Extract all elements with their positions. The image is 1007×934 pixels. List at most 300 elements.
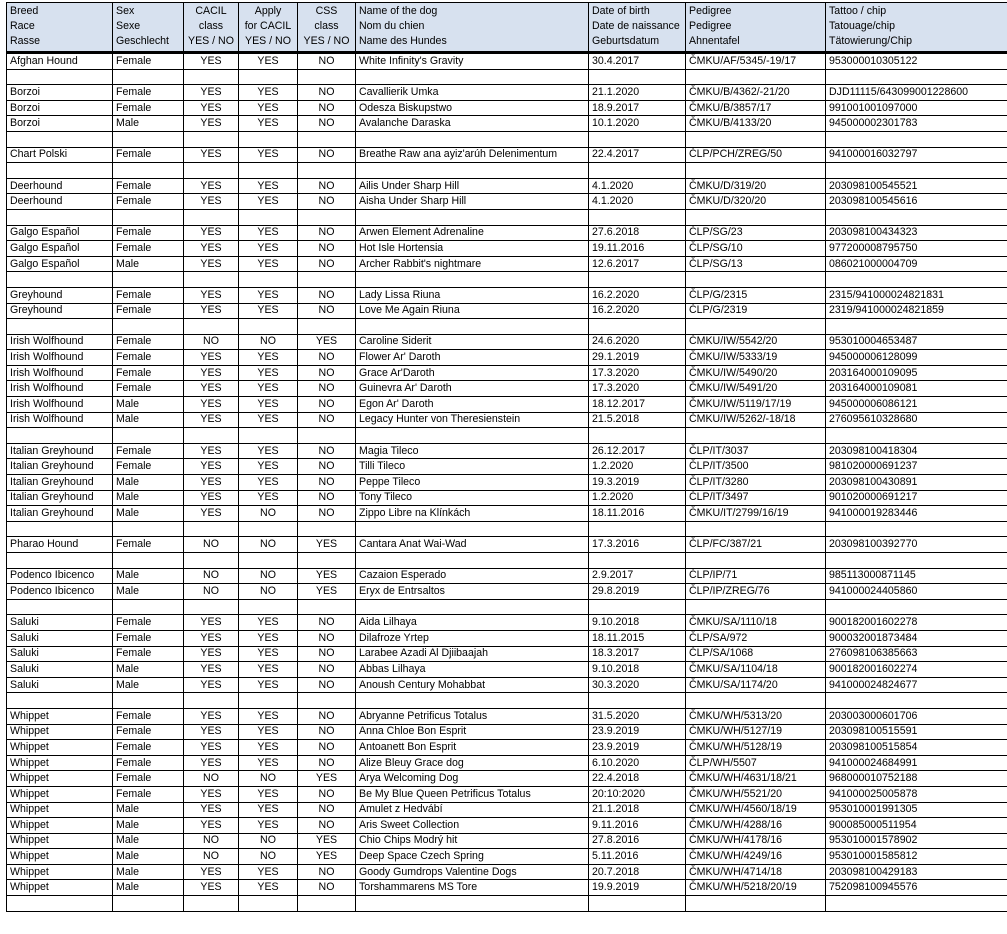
- cacil-class-cell: YES: [184, 147, 239, 163]
- table-row: [7, 53, 1007, 70]
- css-class-cell: NO: [298, 880, 356, 896]
- apply-cacil-cell: YES: [239, 724, 298, 740]
- tattoo-chip-cell: 953010001585812: [826, 849, 1007, 865]
- apply-cacil-cell: [239, 521, 298, 537]
- pedigree-cell: ČMKU/D/319/20: [686, 178, 826, 194]
- date-of-birth-cell: 10.1.2020: [589, 116, 686, 132]
- dog-name-cell: Cantara Anat Wai-Wad: [356, 537, 589, 553]
- pedigree-cell: [686, 599, 826, 615]
- apply-cacil-cell: YES: [239, 350, 298, 366]
- table-row: [7, 490, 1007, 506]
- pedigree-cell: [686, 163, 826, 179]
- header-line: Nom du chien: [359, 19, 585, 34]
- dog-name-cell: Eryx de Entrsaltos: [356, 584, 589, 600]
- pedigree-cell: ČMKU/SA/1174/20: [686, 677, 826, 693]
- apply-cacil-cell: YES: [239, 864, 298, 880]
- table-row: [7, 100, 1007, 116]
- cacil-class-cell: YES: [184, 241, 239, 257]
- css-class-cell: YES: [298, 771, 356, 787]
- spacer-row: [7, 553, 1007, 569]
- sex-cell: [113, 599, 184, 615]
- breed-cell: Italian Greyhound: [7, 475, 113, 491]
- table-row: [7, 194, 1007, 210]
- cacil-class-cell: YES: [184, 818, 239, 834]
- dog-name-cell: Ailis Under Sharp Hill: [356, 178, 589, 194]
- pedigree-cell: ČMKU/IW/5333/19: [686, 350, 826, 366]
- sex-cell: Female: [113, 365, 184, 381]
- tattoo-chip-cell: [826, 693, 1007, 709]
- apply-cacil-cell: YES: [239, 490, 298, 506]
- apply-cacil-cell: YES: [239, 615, 298, 631]
- tattoo-chip-cell: 2315/941000024821831: [826, 287, 1007, 303]
- cacil-class-cell: NO: [184, 584, 239, 600]
- tattoo-chip-cell: 991001001097000: [826, 100, 1007, 116]
- tattoo-chip-cell: 203164000109095: [826, 365, 1007, 381]
- dog-name-cell: Cazaion Esperado: [356, 568, 589, 584]
- apply-cacil-cell: NO: [239, 568, 298, 584]
- cacil-class-cell: YES: [184, 802, 239, 818]
- cacil-class-cell: YES: [184, 459, 239, 475]
- date-of-birth-cell: 24.6.2020: [589, 334, 686, 350]
- cacil-class-cell: YES: [184, 755, 239, 771]
- sex-cell: Male: [113, 412, 184, 428]
- pedigree-cell: ČMKU/WH/5128/19: [686, 740, 826, 756]
- tattoo-chip-cell: 203003000601706: [826, 708, 1007, 724]
- dog-name-cell: [356, 69, 589, 85]
- breed-cell: Borzoi: [7, 116, 113, 132]
- dog-name-cell: Abbas Lilhaya: [356, 662, 589, 678]
- table-row: [7, 677, 1007, 693]
- sex-cell: Male: [113, 490, 184, 506]
- spacer-row: [7, 319, 1007, 335]
- spacer-row: [7, 272, 1007, 288]
- table-row: [7, 802, 1007, 818]
- apply-cacil-cell: NO: [239, 334, 298, 350]
- table-row: [7, 506, 1007, 522]
- sex-cell: Female: [113, 334, 184, 350]
- dog-name-cell: Love Me Again Riuna: [356, 303, 589, 319]
- breed-cell: Whippet: [7, 833, 113, 849]
- apply-cacil-cell: YES: [239, 85, 298, 101]
- sex-cell: Male: [113, 833, 184, 849]
- pedigree-cell: ČMKU/IW/5490/20: [686, 365, 826, 381]
- tattoo-chip-cell: [826, 272, 1007, 288]
- pedigree-cell: ČLP/IT/3037: [686, 443, 826, 459]
- apply-cacil-cell: [239, 163, 298, 179]
- breed-cell: Whippet: [7, 849, 113, 865]
- cacil-class-cell: YES: [184, 708, 239, 724]
- breed-cell: [7, 69, 113, 85]
- css-class-cell: YES: [298, 334, 356, 350]
- tattoo-chip-cell: [826, 69, 1007, 85]
- dog-name-cell: [356, 521, 589, 537]
- sex-cell: [113, 553, 184, 569]
- cacil-class-cell: YES: [184, 475, 239, 491]
- apply-cacil-cell: YES: [239, 708, 298, 724]
- date-of-birth-cell: [589, 209, 686, 225]
- breed-cell: Saluki: [7, 615, 113, 631]
- header-line: Sex: [116, 4, 180, 19]
- date-of-birth-cell: 22.4.2018: [589, 771, 686, 787]
- css-class-cell: NO: [298, 256, 356, 272]
- date-of-birth-cell: 17.3.2016: [589, 537, 686, 553]
- breed-cell: Irish Wolfhound: [7, 334, 113, 350]
- tattoo-chip-cell: 941000016032797: [826, 147, 1007, 163]
- pedigree-cell: ČLP/IP/71: [686, 568, 826, 584]
- pedigree-cell: [686, 209, 826, 225]
- cacil-class-cell: YES: [184, 287, 239, 303]
- apply-cacil-cell: YES: [239, 880, 298, 896]
- dog-name-cell: Chio Chips Modrý hit: [356, 833, 589, 849]
- sex-cell: Male: [113, 256, 184, 272]
- apply-cacil-cell: YES: [239, 802, 298, 818]
- apply-cacil-cell: YES: [239, 459, 298, 475]
- tattoo-chip-cell: 953010001578902: [826, 833, 1007, 849]
- tattoo-chip-cell: 900182001602278: [826, 615, 1007, 631]
- table-row: [7, 225, 1007, 241]
- apply-cacil-cell: YES: [239, 443, 298, 459]
- breed-cell: [7, 599, 113, 615]
- header-line: Geburtsdatum: [592, 34, 682, 49]
- sex-cell: Male: [113, 506, 184, 522]
- header-line: Tatouage/chip: [829, 19, 1005, 34]
- pedigree-cell: ČLP/G/2315: [686, 287, 826, 303]
- css-class-cell: NO: [298, 381, 356, 397]
- apply-cacil-cell: [239, 428, 298, 444]
- tattoo-chip-cell: 203098100515854: [826, 740, 1007, 756]
- tattoo-chip-cell: [826, 163, 1007, 179]
- breed-cell: Whippet: [7, 864, 113, 880]
- table-row: [7, 397, 1007, 413]
- breed-cell: [7, 163, 113, 179]
- dog-name-cell: [356, 209, 589, 225]
- css-class-cell: NO: [298, 459, 356, 475]
- tattoo-chip-cell: 953000010305122: [826, 53, 1007, 70]
- date-of-birth-cell: 18.12.2017: [589, 397, 686, 413]
- pedigree-cell: ČLP/SA/1068: [686, 646, 826, 662]
- dog-name-cell: Archer Rabbit's nightmare: [356, 256, 589, 272]
- date-of-birth-cell: 9.10.2018: [589, 615, 686, 631]
- cacil-class-cell: YES: [184, 194, 239, 210]
- date-of-birth-cell: 9.10.2018: [589, 662, 686, 678]
- date-of-birth-cell: [589, 69, 686, 85]
- spacer-row: [7, 163, 1007, 179]
- pedigree-cell: ČMKU/IW/5542/20: [686, 334, 826, 350]
- date-of-birth-cell: [589, 319, 686, 335]
- table-row: [7, 568, 1007, 584]
- date-of-birth-cell: 21.1.2020: [589, 85, 686, 101]
- date-of-birth-cell: 5.11.2016: [589, 849, 686, 865]
- spacer-row: [7, 896, 1007, 912]
- css-class-cell: YES: [298, 537, 356, 553]
- table-row: [7, 287, 1007, 303]
- pedigree-cell: ČLP/SG/23: [686, 225, 826, 241]
- cacil-class-cell: [184, 209, 239, 225]
- breed-cell: Whippet: [7, 880, 113, 896]
- sex-cell: Female: [113, 459, 184, 475]
- dog-name-cell: Cavallierik Umka: [356, 85, 589, 101]
- breed-cell: Borzoi: [7, 100, 113, 116]
- dog-name-cell: [356, 693, 589, 709]
- css-class-cell: NO: [298, 708, 356, 724]
- cacil-class-cell: NO: [184, 334, 239, 350]
- date-of-birth-cell: 18.3.2017: [589, 646, 686, 662]
- tattoo-chip-cell: 985113000871145: [826, 568, 1007, 584]
- cacil-class-cell: YES: [184, 864, 239, 880]
- tattoo-chip-cell: 941000024824677: [826, 677, 1007, 693]
- pedigree-cell: [686, 693, 826, 709]
- date-of-birth-cell: 20:10:2020: [589, 786, 686, 802]
- dog-name-cell: Dilafroze Yrtep: [356, 630, 589, 646]
- breed-cell: Whippet: [7, 724, 113, 740]
- cacil-class-cell: [184, 693, 239, 709]
- css-class-cell: NO: [298, 646, 356, 662]
- date-of-birth-cell: [589, 163, 686, 179]
- breed-cell: Greyhound: [7, 287, 113, 303]
- dog-name-cell: Anna Chloe Bon Esprit: [356, 724, 589, 740]
- date-of-birth-cell: 22.4.2017: [589, 147, 686, 163]
- sex-cell: [113, 319, 184, 335]
- header-line: Date of birth: [592, 4, 682, 19]
- date-of-birth-cell: 20.7.2018: [589, 864, 686, 880]
- css-class-cell: NO: [298, 864, 356, 880]
- dog-name-cell: Hot Isle Hortensia: [356, 241, 589, 257]
- table-row: [7, 381, 1007, 397]
- date-of-birth-cell: [589, 599, 686, 615]
- apply-cacil-cell: NO: [239, 584, 298, 600]
- table-row: [7, 178, 1007, 194]
- date-of-birth-cell: 30.3.2020: [589, 677, 686, 693]
- pedigree-cell: [686, 69, 826, 85]
- apply-cacil-cell: YES: [239, 287, 298, 303]
- css-class-cell: [298, 319, 356, 335]
- pedigree-cell: ČMKU/IW/5491/20: [686, 381, 826, 397]
- date-of-birth-cell: 27.8.2016: [589, 833, 686, 849]
- css-class-cell: NO: [298, 365, 356, 381]
- css-class-cell: NO: [298, 724, 356, 740]
- table-row: [7, 724, 1007, 740]
- dog-name-cell: [356, 896, 589, 912]
- dog-name-cell: Lady Lissa Riuna: [356, 287, 589, 303]
- dog-name-cell: Grace Ar'Daroth: [356, 365, 589, 381]
- header-line: CACIL: [187, 4, 235, 19]
- cacil-class-cell: YES: [184, 397, 239, 413]
- spacer-row: [7, 521, 1007, 537]
- apply-cacil-cell: YES: [239, 412, 298, 428]
- header-line: Pedigree: [689, 4, 822, 19]
- header-css-class: [298, 3, 356, 53]
- tattoo-chip-cell: 945000006128099: [826, 350, 1007, 366]
- tattoo-chip-cell: [826, 896, 1007, 912]
- cacil-class-cell: [184, 428, 239, 444]
- css-class-cell: NO: [298, 475, 356, 491]
- breed-cell: Whippet: [7, 740, 113, 756]
- date-of-birth-cell: 30.4.2017: [589, 53, 686, 70]
- tattoo-chip-cell: 953010001991305: [826, 802, 1007, 818]
- breed-cell: [7, 131, 113, 147]
- header-line: CSS: [301, 4, 352, 19]
- sex-cell: Male: [113, 397, 184, 413]
- pedigree-cell: ČMKU/IT/2799/16/19: [686, 506, 826, 522]
- cacil-class-cell: YES: [184, 85, 239, 101]
- sex-cell: Male: [113, 864, 184, 880]
- dog-name-cell: Tony Tileco: [356, 490, 589, 506]
- css-class-cell: NO: [298, 116, 356, 132]
- tattoo-chip-cell: 941000024405860: [826, 584, 1007, 600]
- pedigree-cell: ČLP/WH/5507: [686, 755, 826, 771]
- date-of-birth-cell: [589, 896, 686, 912]
- header-line: Tattoo / chip: [829, 4, 1005, 19]
- dog-name-cell: Peppe Tileco: [356, 475, 589, 491]
- tattoo-chip-cell: 900182001602274: [826, 662, 1007, 678]
- cacil-class-cell: YES: [184, 350, 239, 366]
- css-class-cell: [298, 428, 356, 444]
- tattoo-chip-cell: 900032001873484: [826, 630, 1007, 646]
- sex-cell: [113, 131, 184, 147]
- dog-name-cell: Arwen Element Adrenaline: [356, 225, 589, 241]
- cacil-class-cell: YES: [184, 381, 239, 397]
- dog-name-cell: Guinevra Ar' Daroth: [356, 381, 589, 397]
- cacil-class-cell: YES: [184, 53, 239, 70]
- dog-name-cell: Caroline Siderit: [356, 334, 589, 350]
- pedigree-cell: ČLP/PCH/ZREG/50: [686, 147, 826, 163]
- breed-cell: Saluki: [7, 677, 113, 693]
- sex-cell: Male: [113, 802, 184, 818]
- breed-cell: Irish Wolfhound: [7, 412, 113, 428]
- cacil-class-cell: [184, 599, 239, 615]
- cacil-class-cell: [184, 272, 239, 288]
- apply-cacil-cell: YES: [239, 740, 298, 756]
- apply-cacil-cell: YES: [239, 194, 298, 210]
- breed-cell: Whippet: [7, 786, 113, 802]
- table-row: [7, 755, 1007, 771]
- pedigree-cell: [686, 553, 826, 569]
- header-line: YES / NO: [301, 34, 352, 49]
- tattoo-chip-cell: 203098100545521: [826, 178, 1007, 194]
- date-of-birth-cell: 16.2.2020: [589, 303, 686, 319]
- cacil-class-cell: YES: [184, 615, 239, 631]
- sex-cell: Female: [113, 287, 184, 303]
- dog-name-cell: Anoush Century Mohabbat: [356, 677, 589, 693]
- css-class-cell: [298, 693, 356, 709]
- dog-name-cell: White Infinity's Gravity: [356, 53, 589, 70]
- tattoo-chip-cell: [826, 428, 1007, 444]
- cacil-class-cell: NO: [184, 568, 239, 584]
- header-line: YES / NO: [242, 34, 294, 49]
- apply-cacil-cell: YES: [239, 147, 298, 163]
- cacil-class-cell: [184, 521, 239, 537]
- apply-cacil-cell: YES: [239, 365, 298, 381]
- cacil-class-cell: YES: [184, 303, 239, 319]
- css-class-cell: [298, 163, 356, 179]
- breed-cell: Podenco Ibicenco: [7, 568, 113, 584]
- cacil-class-cell: YES: [184, 724, 239, 740]
- tattoo-chip-cell: 968000010752188: [826, 771, 1007, 787]
- breed-cell: [7, 896, 113, 912]
- pedigree-cell: ČLP/IT/3497: [686, 490, 826, 506]
- cacil-class-cell: NO: [184, 849, 239, 865]
- cacil-class-cell: [184, 896, 239, 912]
- header-line: for CACIL: [242, 19, 294, 34]
- breed-cell: Whippet: [7, 802, 113, 818]
- date-of-birth-cell: [589, 693, 686, 709]
- dog-name-cell: Tilli Tileco: [356, 459, 589, 475]
- css-class-cell: NO: [298, 412, 356, 428]
- apply-cacil-cell: [239, 896, 298, 912]
- table-row: [7, 818, 1007, 834]
- table-row: [7, 303, 1007, 319]
- table-row: [7, 412, 1007, 428]
- table-row: [7, 334, 1007, 350]
- header-cacil-class: [184, 3, 239, 53]
- table-row: [7, 740, 1007, 756]
- tattoo-chip-cell: [826, 209, 1007, 225]
- pedigree-cell: ČMKU/WH/4249/16: [686, 849, 826, 865]
- apply-cacil-cell: YES: [239, 677, 298, 693]
- apply-cacil-cell: NO: [239, 506, 298, 522]
- apply-cacil-cell: NO: [239, 849, 298, 865]
- breed-cell: [7, 521, 113, 537]
- cacil-class-cell: YES: [184, 412, 239, 428]
- cacil-class-cell: YES: [184, 740, 239, 756]
- css-class-cell: NO: [298, 100, 356, 116]
- dog-name-cell: Alize Bleuy Grace dog: [356, 755, 589, 771]
- table-row: [7, 786, 1007, 802]
- css-class-cell: NO: [298, 443, 356, 459]
- css-class-cell: NO: [298, 677, 356, 693]
- date-of-birth-cell: 1.2.2020: [589, 459, 686, 475]
- date-of-birth-cell: 29.8.2019: [589, 584, 686, 600]
- table-row: [7, 615, 1007, 631]
- cacil-class-cell: NO: [184, 833, 239, 849]
- cacil-class-cell: YES: [184, 677, 239, 693]
- dog-name-cell: [356, 319, 589, 335]
- pedigree-cell: ČMKU/SA/1104/18: [686, 662, 826, 678]
- sex-cell: Female: [113, 381, 184, 397]
- table-row: [7, 630, 1007, 646]
- dog-name-cell: Magia Tileco: [356, 443, 589, 459]
- sex-cell: Female: [113, 708, 184, 724]
- tattoo-chip-cell: DJD11115/643099001228600: [826, 85, 1007, 101]
- date-of-birth-cell: 4.1.2020: [589, 194, 686, 210]
- table-row: [7, 443, 1007, 459]
- header-line: Apply: [242, 4, 294, 19]
- sex-cell: [113, 163, 184, 179]
- css-class-cell: NO: [298, 506, 356, 522]
- css-class-cell: NO: [298, 397, 356, 413]
- spacer-row: [7, 131, 1007, 147]
- tattoo-chip-cell: 981020000691237: [826, 459, 1007, 475]
- table-body: [7, 53, 1007, 912]
- breed-cell: Irish Wolfhound: [7, 397, 113, 413]
- header-line: Name des Hundes: [359, 34, 585, 49]
- date-of-birth-cell: 17.3.2020: [589, 365, 686, 381]
- dog-name-cell: Arya Welcoming Dog: [356, 771, 589, 787]
- table-row: [7, 147, 1007, 163]
- header-line: Ahnentafel: [689, 34, 822, 49]
- entries-table: [6, 2, 1007, 912]
- apply-cacil-cell: [239, 553, 298, 569]
- sex-cell: Male: [113, 568, 184, 584]
- cacil-class-cell: YES: [184, 443, 239, 459]
- table-row: [7, 350, 1007, 366]
- breed-cell: Deerhound: [7, 178, 113, 194]
- sex-cell: Male: [113, 584, 184, 600]
- date-of-birth-cell: 19.3.2019: [589, 475, 686, 491]
- tattoo-chip-cell: 203098100434323: [826, 225, 1007, 241]
- pedigree-cell: ČMKU/WH/5127/19: [686, 724, 826, 740]
- dog-name-cell: [356, 131, 589, 147]
